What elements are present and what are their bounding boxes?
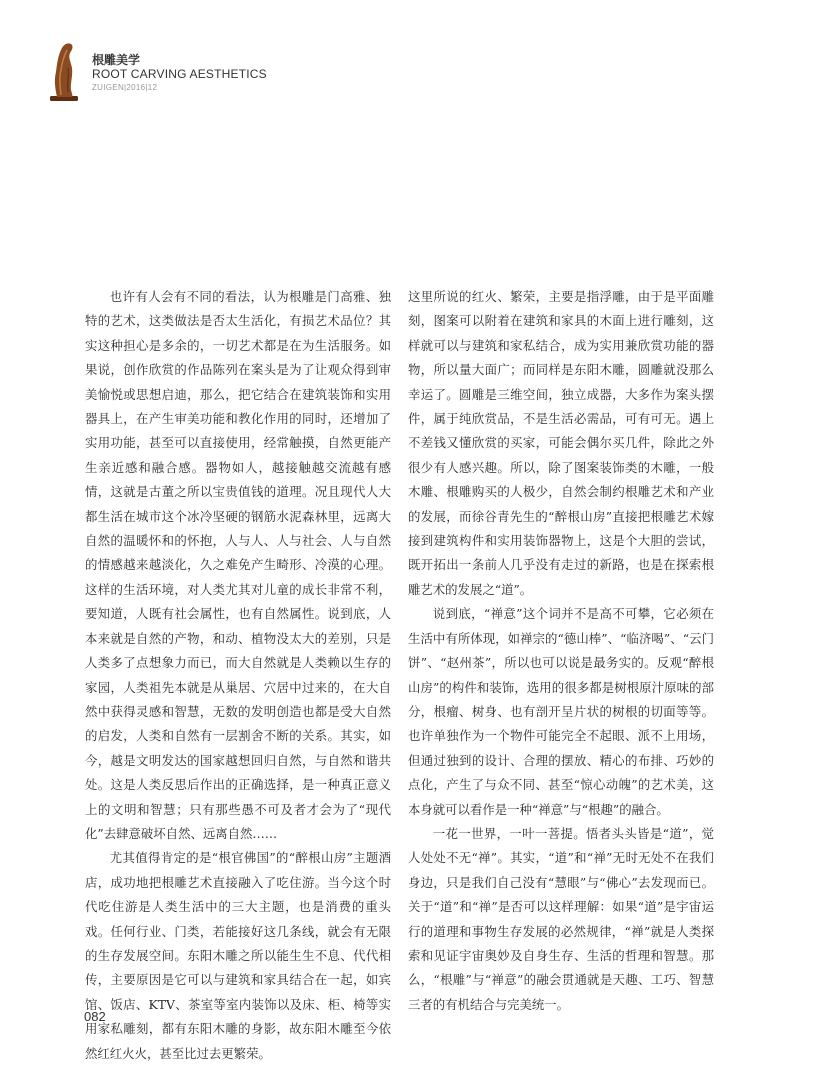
root-carving-logo-icon	[46, 40, 82, 102]
header	[46, 40, 306, 102]
article-column-left	[85, 285, 391, 1066]
paragraph: 说到底，“禅意”这个词并不是高不可攀，它必须在生活中有所体现，如禅宗的“德山棒”、“临济喝”、“云门饼”、“赵州茶”，所以也可以说是最务实的。反观“醉根山房”的构件和装饰，选用的很多都是树根原汁原味的部分，根瘤、树身、也有剖开呈片状的树根的切面等等。也许单独作为一个物件可能完全不起眼、派不上用场，但通过独到的设计、合理的摆放、精心的布排、巧妙的点化，产生了与众不同、甚至“惊心动魄”的艺术美，这本身就可以看作是一种“禅意”与“根趣”的融合。	[408, 606, 714, 817]
paragraph: 一花一世界，一叶一菩提。悟者头头皆是“道”，觉人处处不无“禅”。其实，“道”和“禅”无时无处不在我们身边，只是我们自己没有“慧眼”与“佛心”去发现而已。关于“道”和“禅”是否可以这样理解：如果“道”是宇宙运行的道理和事物生存发展的必然规律，“禅”就是人类探索和见证宇宙奥妙及自身生存、生活的哲理和智慧。那么，“根雕”与“禅意”的融会贯通就是天趣、工巧、智慧三者的有机结合与完美统一。	[408, 825, 714, 1012]
paragraph: 也许有人会有不同的看法，认为根雕是门高雅、独特的艺术，这类做法是否太生活化，有损艺术品位？其实这种担心是多余的，一切艺术都是在为生活服务。如果说，创作欣赏的作品陈列在案头是为了让观众得到审美愉悦或思想启迪，那么，把它结合在建筑装饰和实用器具上，在产生审美功能和教化作用的同时，还增加了实用功能，甚至可以直接使用，经常触摸，自然更能产生亲近感和融合感。器物如人，越接触越交流越有感情，这就是古董之所以宝贵值钱的道理。况且现代人大都生活在城市这个冰冷坚硬的钢筋水泥森林里，远离大自然的温暖怀和的怀抱，人与人、人与社会、人与自然的情感越来越淡化，久之难免产生畸形、冷漠的心理。这样的生活环境，对人类尤其对儿童的成长非常不利，要知道，人既有社会属性，也有自然属性。说到底，人本来就是自然的产物，和动、植物没太大的差别，只是人类多了点想象力而已，而大自然就是人类赖以生存的家园，人类祖先本就是从巢居、穴居中过来的，在大自然中获得灵感和智慧，无数的发明创造也都是受大自然的启发，人类和自然有一层割舍不断的关系。其实，如今，越是文明发达的国家越想回归自然，与自然和谐共处。这是人类反思后作出的正确选择，是一种真正意义上的文明和智慧；只有那些愚不可及者才会为了“现代化”去肆意破坏自然、远离自然……	[85, 289, 391, 841]
section-title-cn: 根雕美学	[92, 53, 141, 67]
section-title-en: ROOT CARVING AESTHETICS	[92, 67, 267, 81]
page-number: 082	[84, 1009, 106, 1024]
paragraph: 尤其值得肯定的是“根官佛国”的“醉根山房”主题酒店，成功地把根雕艺术直接融入了吃住游。当今这个时代吃住游是人类生活中的三大主题，也是消费的重头戏。任何行业、门类，若能接好这几条线，就会有无限的生存发展空间。东阳木雕之所以能生生不息、代代相传，主要原因是它可以与建筑和家具结合在一起，如宾馆、饭店、KTV、茶室等室内装饰以及床、柜、椅等实用家私雕刻，都有东阳木雕的身影，故东阳木雕至今依然红红火火，甚至比过去更繁荣。	[85, 850, 391, 1061]
paragraph-continuation: 这里所说的红火、繁荣，主要是指浮雕，由于是平面雕刻，图案可以附着在建筑和家具的木面上进行雕刻，这样就可以与建筑和家私结合，成为实用兼欣赏功能的器物，所以量大面广；而同样是东阳木雕，圆雕就没那么幸运了。圆雕是三维空间，独立成器，大多作为案头摆件，属于纯欣赏品，不是生活必需品，可有可无。遇上不差钱又懂欣赏的买家，可能会偶尔买几件，除此之外很少有人感兴趣。所以，除了图案装饰类的木雕，一般木雕、根雕购买的人极少，自然会制约根雕艺术和产业的发展，而徐谷青先生的“醉根山房”直接把根雕艺术嫁接到建筑构件和实用装饰器物上，这是个大胆的尝试，既开拓出一条前人几乎没有走过的新路，也是在探索根雕艺术的发展之“道”。	[408, 289, 714, 597]
article-column-right	[408, 285, 714, 1017]
issue-code: ZUIGEN|2016|12	[92, 83, 158, 92]
